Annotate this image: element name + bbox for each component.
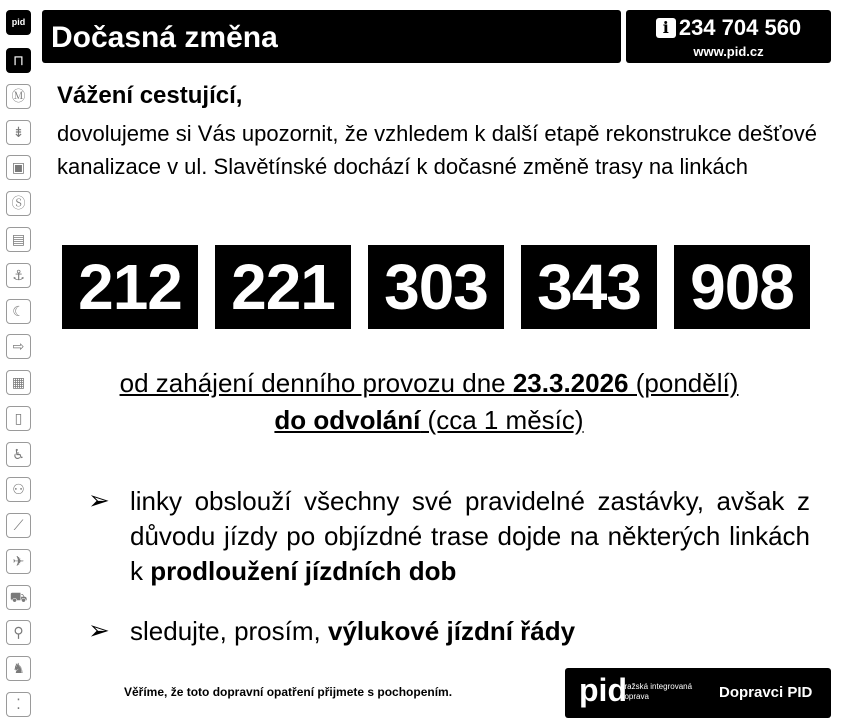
pid-logo-tagline: [620, 682, 692, 702]
wheelchair-icon: ♿: [6, 442, 31, 467]
line-number-908: 908: [674, 245, 810, 329]
family-icon: ⚇: [6, 477, 31, 502]
validity-prefix: od zahájení denního provozu dne: [119, 368, 513, 398]
phone-number: 234 704 560: [678, 15, 802, 40]
sidebar-icons: [0, 0, 37, 728]
line-number-343: 343: [521, 245, 657, 329]
night-icon: ☾: [6, 299, 31, 324]
ferry-icon: ⚓: [6, 263, 31, 288]
bullet-item-highlight: výlukové jízdní řády: [327, 616, 576, 646]
ticket-icon: ▦: [6, 370, 31, 395]
contact-box: [626, 10, 831, 63]
bullet-item-highlight: prodloužení jízdních dob: [150, 556, 457, 586]
train-icon: Ⓢ: [6, 191, 31, 216]
operator-name: Dopravci PID: [719, 684, 813, 701]
line-number-303: 303: [368, 245, 504, 329]
stroller-icon: ⛟: [6, 585, 31, 610]
validity-duration: (cca 1 měsíc): [420, 405, 584, 435]
ticket-machine-icon: ▯: [6, 406, 31, 431]
info-icon: i: [656, 18, 676, 38]
pid-logo-word: pid: [579, 672, 627, 708]
tram-icon: ⇟: [6, 120, 31, 145]
validity-date: 23.3.2026: [512, 368, 629, 398]
greeting: Vážení cestující,: [57, 82, 243, 109]
tram-track-icon: ⊓: [6, 48, 31, 73]
pid-footer-logo: [565, 668, 831, 718]
line-number-212: 212: [62, 245, 198, 329]
funicular-icon: ▤: [6, 227, 31, 252]
bullet-item-text: sledujte, prosím,: [130, 616, 328, 646]
pid-logo-icon: pid: [6, 10, 31, 35]
pid-tagline-line2: doprava: [620, 692, 649, 701]
dog-icon: ♞: [6, 656, 31, 681]
validity-start: [57, 368, 801, 399]
line-number-221: 221: [215, 245, 351, 329]
validity-until: do odvolání: [274, 405, 421, 435]
bullet-item-text: linky obslouží všechny své pravidelné zastávky, avšak z důvodu jízdy po objízdné trase dojde na některých linkách k: [130, 486, 810, 586]
intro-paragraph: dovolujeme si Vás upozornit, že vzhledem k další etapě rekonstrukce dešťové kanalizace v ul. Slavětínské dochází k dočasné změně trasy na linkách: [57, 121, 817, 179]
bicycle-icon: ⚲: [6, 620, 31, 645]
validity-weekday: (pondělí): [628, 368, 739, 398]
bullet-arrow-icon: ➢: [88, 616, 110, 646]
pid-tagline-line1: pražská integrovaná: [620, 682, 693, 691]
page-title: Dočasná změna: [42, 10, 621, 63]
web-address: www.pid.cz: [693, 44, 764, 59]
bullet-item-timetables: [130, 614, 810, 649]
metro-icon: Ⓜ: [6, 84, 31, 109]
validity-end: [57, 405, 801, 436]
footsteps-icon: ⁚: [6, 692, 31, 717]
bus-icon: ▣: [6, 155, 31, 180]
escalator-icon: ⟋: [6, 513, 31, 538]
phone-row: [626, 15, 831, 41]
replacement-bus-icon: ⇨: [6, 334, 31, 359]
bullet-arrow-icon: ➢: [88, 486, 110, 516]
airplane-icon: ✈: [6, 549, 31, 574]
bullet-item-travel-time: [130, 484, 810, 589]
footer-thanks: Věříme, že toto dopravní opatření přijmete s pochopením.: [124, 685, 453, 699]
